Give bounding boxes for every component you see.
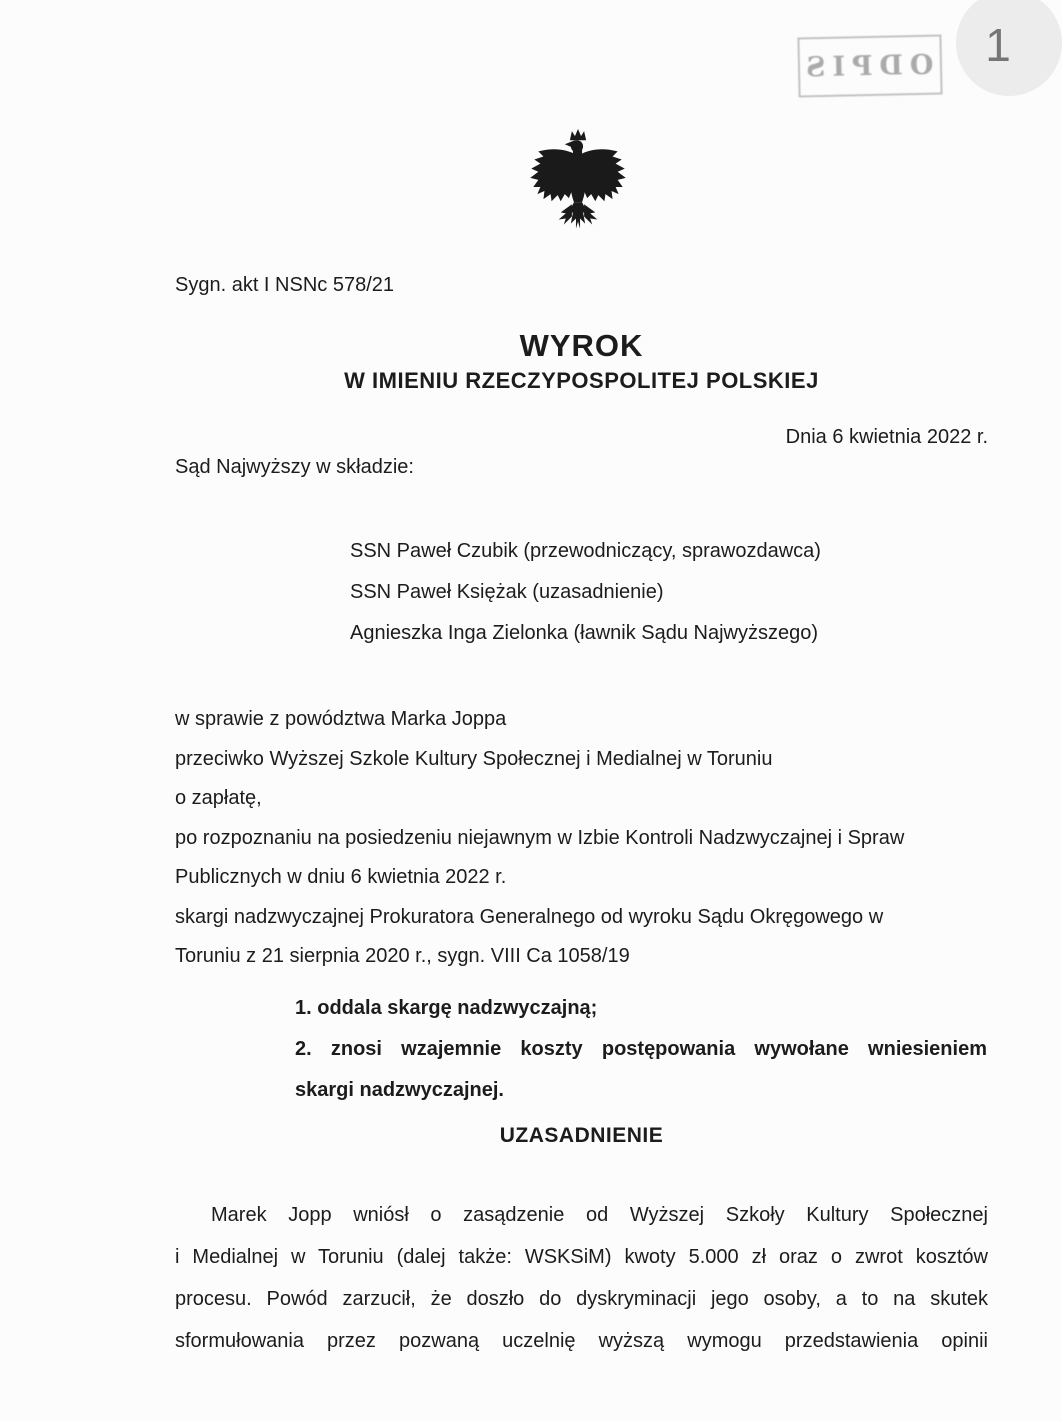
justification-line: Marek Jopp wniósł o zasądzenie od Wyższej Szkoły Kultury Społecznej	[211, 1204, 988, 1226]
document-subtitle: W IMIENIU RZECZYPOSPOLITEJ POLSKIEJ	[344, 368, 819, 393]
case-intro-line: w sprawie z powództwa Marka Joppa	[175, 708, 507, 730]
justification-paragraph	[175, 1194, 988, 1362]
justification-line: sformułowania przez pozwaną uczelnię wyższą wymogu przedstawienia opinii	[175, 1330, 988, 1352]
judge-line: SSN Paweł Czubik (przewodniczący, sprawozdawca)	[350, 540, 821, 562]
polish-eagle-emblem-icon	[524, 127, 632, 249]
odpis-stamp	[797, 34, 942, 97]
case-intro-line: skargi nadzwyczajnej Prokuratora Generalnego od wyroku Sądu Okręgowego w	[175, 905, 884, 928]
case-intro-line: po rozpoznaniu na posiedzeniu niejawnym w Izbie Kontroli Nadzwyczajnej i Spraw	[175, 826, 905, 849]
justification-line: procesu. Powód zarzucił, że doszło do dyskryminacji jego osoby, a to na skutek	[175, 1288, 988, 1310]
odpis-stamp-text: ODPIS	[799, 49, 934, 83]
page-number: 1	[985, 19, 1011, 71]
case-intro-line: Toruniu z 21 sierpnia 2020 r., sygn. VIII Ca 1058/19	[175, 945, 630, 967]
case-intro-line: przeciwko Wyższej Szkole Kultury Społecznej i Medialnej w Toruniu	[175, 747, 773, 770]
document-title: WYROK	[519, 328, 644, 363]
justification-line: i Medialnej w Toruniu (dalej także: WSKSiM) kwoty 5.000 zł oraz o zwrot kosztów	[175, 1246, 988, 1268]
justification-heading: UZASADNIENIE	[499, 1124, 664, 1147]
case-intro-line: Publicznych w dniu 6 kwietnia 2022 r.	[175, 866, 507, 888]
judgment-date: Dnia 6 kwietnia 2022 r.	[785, 426, 988, 448]
judges-list	[350, 531, 821, 654]
judge-line: Agnieszka Inga Zielonka (ławnik Sądu Najwyższego)	[350, 622, 819, 644]
case-number: Sygn. akt I NSNc 578/21	[175, 274, 395, 296]
judge-line: SSN Paweł Księżak (uzasadnienie)	[350, 581, 664, 603]
ruling-line: 2. znosi wzajemnie koszty postępowania wywołane wniesieniem	[295, 1038, 987, 1060]
case-intro-line: o zapłatę,	[175, 787, 262, 809]
ruling-line: 1. oddala skargę nadzwyczajną;	[295, 997, 598, 1019]
case-intro	[175, 700, 988, 977]
panel-intro: Sąd Najwyższy w składzie:	[175, 456, 414, 478]
page-number-badge	[956, 0, 1062, 96]
ruling-line: skargi nadzwyczajnej.	[295, 1079, 504, 1101]
ruling	[295, 988, 987, 1111]
